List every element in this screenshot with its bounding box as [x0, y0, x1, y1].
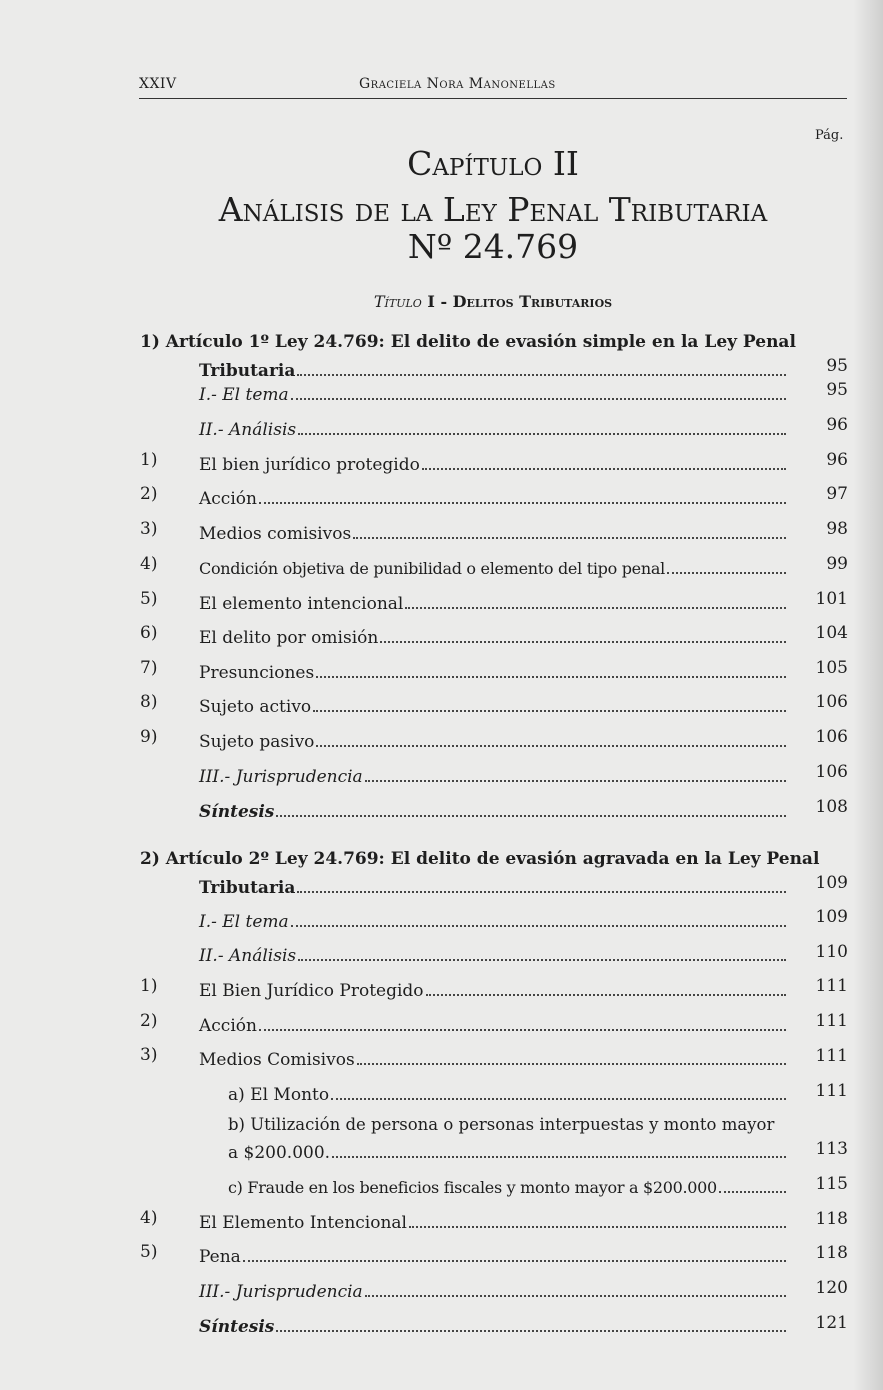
toc-entry [199, 1043, 786, 1070]
page-ref: 113 [815, 1139, 848, 1159]
toc-entry [199, 621, 786, 648]
section-number: 1) [140, 332, 160, 352]
entry-text: a) El Monto [228, 1085, 330, 1105]
toc-entry [199, 482, 786, 509]
leader-dots [422, 448, 786, 470]
toc-entry [199, 1240, 786, 1267]
entry-text: Presunciones [199, 663, 315, 683]
running-header [139, 74, 847, 99]
entry-text: II.- Análisis [199, 946, 297, 966]
page-ref: 104 [815, 623, 848, 643]
toc-entry [199, 448, 786, 475]
entry-text: Acción [199, 489, 257, 509]
leader-dots [243, 1240, 786, 1262]
entry-text-cont: a $200.000. [228, 1143, 331, 1163]
entry-text: Pena [199, 1247, 241, 1267]
toc-entry [199, 939, 786, 966]
leader-dots [291, 905, 786, 927]
entry-number: 1) [140, 450, 158, 470]
page-ref: 96 [826, 450, 848, 470]
entry-text: III.- Jurisprudencia [199, 1282, 363, 1302]
section-heading-1 [140, 331, 796, 354]
entry-number: 2) [140, 1011, 158, 1031]
leader-dots [313, 690, 786, 712]
page-ref: 97 [826, 484, 848, 504]
entry-text: El Bien Jurídico Protegido [199, 981, 424, 1001]
entry-text: II.- Análisis [199, 420, 297, 440]
titulo-heading [139, 292, 847, 311]
toc-entry [199, 690, 786, 717]
pag-label: Pág. [815, 128, 844, 143]
section-heading-2 [140, 848, 819, 871]
page-ref: 99 [826, 554, 848, 574]
page-ref: 111 [815, 1046, 848, 1066]
entry-text: c) Fraude en los beneficios fiscales y monto mayor a $200.000 [228, 1178, 717, 1197]
leader-dots [409, 1206, 786, 1228]
page-ref: 98 [826, 519, 848, 539]
entry-text: Sujeto pasivo [199, 732, 315, 752]
page-ref: 109 [815, 907, 848, 927]
leader-dots [353, 517, 786, 539]
page-ref: 121 [815, 1313, 848, 1333]
entry-text: b) Utilización de persona o personas interpuestas y monto mayor [228, 1115, 775, 1134]
toc-entry [199, 517, 786, 544]
toc-entry [199, 413, 786, 440]
leader-dots [298, 413, 786, 435]
toc-entry [199, 1206, 786, 1233]
page-ref: 111 [815, 1081, 848, 1101]
leader-dots [357, 1043, 786, 1065]
page-ref: 109 [815, 873, 848, 893]
leader-dots [719, 1171, 786, 1193]
page-ref: 110 [815, 942, 848, 962]
entry-number: 2) [140, 484, 158, 504]
entry-text: Medios Comisivos [199, 1050, 355, 1070]
page-ref: 118 [815, 1209, 848, 1229]
toc-entry [199, 354, 786, 381]
entry-text: Síntesis [199, 1317, 275, 1337]
page-ref: 95 [826, 380, 848, 400]
titulo-text: I - Delitos Tributarios [421, 292, 613, 311]
toc-entry [199, 378, 786, 405]
entry-text: I.- El tema [199, 912, 289, 932]
toc-entry [199, 656, 786, 683]
entry-number: 5) [140, 1242, 158, 1262]
leader-dots [276, 795, 786, 817]
entry-text: El elemento intencional [199, 594, 404, 614]
leader-dots [365, 1275, 786, 1297]
page-number: XXIV [139, 76, 177, 92]
leader-dots [426, 974, 786, 996]
entry-number: 4) [140, 1208, 158, 1228]
page-ref: 108 [815, 797, 848, 817]
page-ref: 106 [815, 692, 848, 712]
leader-dots [380, 621, 786, 643]
toc-entry [199, 1275, 786, 1302]
entry-text: Medios comisivos [199, 524, 352, 544]
toc-entry [199, 725, 786, 752]
leader-dots [316, 656, 786, 678]
page-ref: 101 [815, 589, 848, 609]
entry-text: I.- El tema [199, 385, 289, 405]
page-ref: 96 [826, 415, 848, 435]
entry-number: 8) [140, 692, 158, 712]
page-edge-shadow [853, 0, 883, 1390]
entry-text: Condición objetiva de punibilidad o elemento del tipo penal [199, 559, 665, 578]
titulo-prefix: Título [373, 292, 422, 311]
entry-text: El delito por omisión [199, 628, 379, 648]
toc-entry [199, 760, 786, 787]
leader-dots [298, 939, 786, 961]
chapter-number: Capítulo II [407, 144, 579, 183]
leader-dots [291, 378, 786, 400]
leader-dots [259, 482, 786, 504]
leader-dots [332, 1136, 786, 1158]
leader-dots [276, 1310, 786, 1332]
toc-entry [199, 1310, 786, 1337]
section-title: Artículo 1º Ley 24.769: El delito de evasión simple en la Ley Penal [165, 332, 796, 352]
toc-entry [199, 1009, 786, 1036]
page-ref: 106 [815, 762, 848, 782]
toc-entry [228, 1078, 786, 1105]
toc-entry [199, 871, 786, 898]
entry-number: 3) [140, 519, 158, 539]
entry-text: III.- Jurisprudencia [199, 767, 363, 787]
page-ref: 111 [815, 976, 848, 996]
leader-dots [365, 760, 786, 782]
entry-number: 9) [140, 727, 158, 747]
section-number: 2) [140, 849, 160, 869]
chapter-title: Análisis de la Ley Penal Tributaria [218, 190, 768, 229]
page-ref: 111 [815, 1011, 848, 1031]
page-ref: 105 [815, 658, 848, 678]
leader-dots [259, 1009, 786, 1031]
section-title-cont: Tributaria [199, 878, 296, 898]
page-ref: 115 [815, 1174, 848, 1194]
toc-entry [199, 795, 786, 822]
entry-text: El Elemento Intencional [199, 1213, 407, 1233]
leader-dots [297, 871, 786, 893]
chapter-law-number: Nº 24.769 [407, 227, 579, 266]
entry-number: 6) [140, 623, 158, 643]
entry-number: 3) [140, 1045, 158, 1065]
entry-text: Sujeto activo [199, 697, 312, 717]
section-title-cont: Tributaria [199, 361, 296, 381]
section-title: Artículo 2º Ley 24.769: El delito de evasión agravada en la Ley Penal [165, 849, 820, 869]
entry-text: Acción [199, 1016, 257, 1036]
entry-number: 4) [140, 554, 158, 574]
page-ref: 118 [815, 1243, 848, 1263]
entry-text: Síntesis [199, 802, 275, 822]
toc-entry [199, 552, 786, 576]
leader-dots [316, 725, 786, 747]
page-ref: 106 [815, 727, 848, 747]
toc-entry [199, 587, 786, 614]
leader-dots [667, 552, 786, 574]
entry-number: 7) [140, 658, 158, 678]
toc-entry [199, 974, 786, 1001]
entry-number: 1) [140, 976, 158, 996]
entry-text: El bien jurídico protegido [199, 455, 420, 475]
leader-dots [331, 1078, 786, 1100]
author-name: Graciela Nora Manonellas [359, 76, 556, 92]
page-ref: 120 [815, 1278, 848, 1298]
toc-entry [199, 905, 786, 932]
entry-number: 5) [140, 589, 158, 609]
toc-entry [228, 1171, 786, 1195]
page-ref: 95 [826, 356, 848, 376]
toc-entry [228, 1136, 786, 1163]
leader-dots [405, 587, 786, 609]
leader-dots [297, 354, 786, 376]
